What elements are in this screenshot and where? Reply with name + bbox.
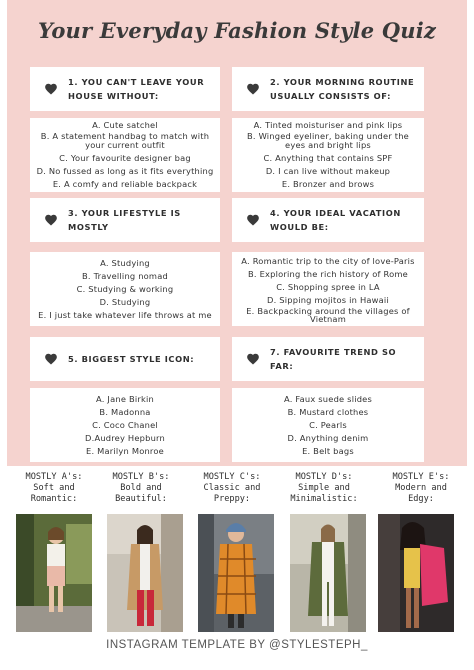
answer-option: E. I just take whatever life throws at me: [38, 309, 212, 320]
result-mostly: MOSTLY C's:: [203, 472, 261, 482]
answer-option: B. Exploring the rich history of Rome: [248, 269, 408, 279]
heart-icon: [44, 82, 58, 96]
outfit-photo-d: [290, 514, 366, 632]
question-title: 7. FAVOURITE TREND SO FAR:: [270, 347, 397, 371]
answer-option: B. A statement handbag to match with your current outfit: [40, 131, 210, 150]
result-label-d: [281, 472, 367, 505]
answer-option: A. Tinted moisturiser and pink lips: [253, 120, 403, 130]
question-card-2: [232, 67, 424, 111]
question-card-4: [232, 198, 424, 242]
outfit-photo-c: [198, 514, 274, 632]
result-mostly: MOSTLY E's:: [392, 472, 450, 482]
answer-option: D. No fussed as long as it fits everything: [36, 166, 214, 176]
result-mostly: MOSTLY D's:: [295, 472, 353, 482]
answer-option: D.Audrey Hepburn: [85, 432, 165, 443]
question-card-3: [30, 198, 220, 242]
question-title: 3. YOUR LIFESTYLE IS MOSTLY: [68, 208, 181, 232]
heart-icon: [44, 213, 58, 227]
result-label-a: [11, 472, 97, 505]
page-title: Your Everyday Fashion Style Quiz: [37, 18, 437, 43]
result-label-b: [98, 472, 184, 505]
answer-option: E. A comfy and reliable backpack: [52, 179, 198, 189]
answer-card-2: [232, 118, 424, 192]
answer-option: E. Belt bags: [302, 445, 354, 456]
question-title: 1. YOU CAN'T LEAVE YOUR HOUSE WITHOUT:: [68, 77, 205, 101]
answer-option: C. Anything that contains SPF: [263, 153, 393, 163]
answer-option: B. Madonna: [99, 406, 151, 417]
answer-option: B. Winged eyeliner, baking under the eyes and bright lips: [247, 131, 409, 150]
outfit-photo-a: [16, 514, 92, 632]
answer-option: D. I can live without makeup: [265, 166, 391, 176]
answer-option: E. Bronzer and brows: [281, 179, 375, 189]
result-style: Simple and Minimalistic:: [290, 483, 358, 504]
result-mostly: MOSTLY A's:: [25, 472, 83, 482]
heart-icon: [44, 352, 58, 366]
answer-option: D. Sipping mojitos in Hawaii: [267, 295, 389, 305]
answer-option: A. Romantic trip to the city of love-Paris: [241, 256, 415, 266]
result-style: Bold and Beautiful:: [115, 483, 167, 504]
question-title: 5. BIGGEST STYLE ICON:: [68, 354, 195, 364]
answer-option: A. Studying: [100, 257, 150, 268]
answer-card-3: [30, 252, 220, 326]
result-mostly: MOSTLY B's:: [112, 472, 170, 482]
answer-option: C. Pearls: [309, 419, 347, 430]
result-style: Classic and Preppy:: [203, 483, 261, 504]
answer-option: D. Studying: [99, 296, 151, 307]
result-style: Modern and Edgy:: [395, 483, 447, 504]
answer-option: A. Cute satchel: [92, 120, 158, 130]
answer-option: C. Studying & working: [76, 283, 174, 294]
question-card-7: [232, 337, 424, 381]
answer-card-4: [232, 252, 424, 326]
heart-icon: [246, 213, 260, 227]
question-title: 4. YOUR IDEAL VACATION WOULD BE:: [270, 208, 401, 232]
answer-option: C. Coco Chanel: [92, 419, 158, 430]
answer-option: C. Shopping spree in LA: [276, 282, 380, 292]
question-card-5: [30, 337, 220, 381]
result-label-e: [378, 472, 464, 505]
answer-card-7: [232, 388, 424, 462]
answer-option: C. Your favourite designer bag: [59, 153, 191, 163]
answer-option: A. Faux suede slides: [283, 393, 373, 404]
result-style: Soft and Romantic:: [30, 483, 78, 504]
outfit-photo-e: [378, 514, 454, 632]
heart-icon: [246, 82, 260, 96]
footer-credit: INSTAGRAM TEMPLATE BY @STYLESTEPH_: [106, 639, 368, 651]
question-card-1: [30, 67, 220, 111]
answer-option: A. Jane Birkin: [96, 393, 154, 404]
answer-option: D. Anything denim: [287, 432, 369, 443]
heart-icon: [246, 352, 260, 366]
result-label-c: [189, 472, 275, 505]
answer-option: E. Backpacking around the villages of Vietnam: [246, 306, 410, 324]
answer-card-1: [30, 118, 220, 192]
answer-option: E. Marilyn Monroe: [86, 445, 164, 456]
question-title: 2. YOUR MORNING ROUTINE USUALLY CONSISTS OF:: [270, 77, 415, 101]
answer-option: B. Travelling nomad: [82, 270, 168, 281]
answer-option: B. Mustard clothes: [287, 406, 369, 417]
answer-card-5: [30, 388, 220, 462]
outfit-photo-b: [107, 514, 183, 632]
